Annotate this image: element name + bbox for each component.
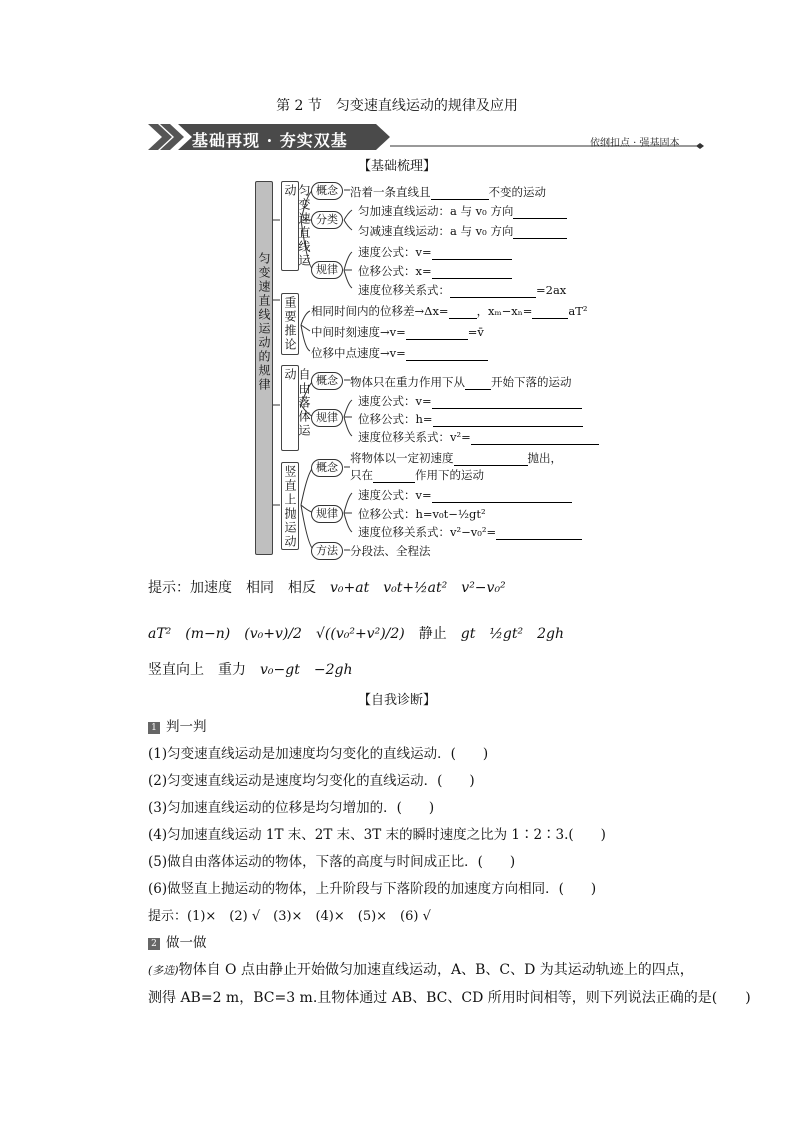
b3-law-3: 速度位移关系式：v²= [358, 429, 599, 445]
hint-line-2: aT² (m−n) (v₀+v)/2 √((v₀²+v²)/2) 静止 gt ½gt² 2gh [148, 626, 565, 642]
b4-method-text: 分段法、全程法 [350, 544, 431, 558]
b3-law-1: 速度公式：v= [358, 393, 582, 409]
judge-heading: 1 判一判 [148, 715, 207, 735]
pill-concept-2: 概念 [311, 372, 343, 390]
banner-label: 基础再现 · 夯实双基 [192, 131, 348, 150]
b1-law-2: 位移公式：x= [358, 263, 512, 279]
b4-law-1: 速度公式：v= [358, 487, 572, 503]
pill-method: 方法 [311, 542, 343, 560]
pill-law-1: 规律 [311, 261, 343, 279]
judge-item: (1)匀变速直线运动是加速度均匀变化的直线运动．( ) [148, 746, 489, 762]
b1-law-1: 速度公式：v= [358, 244, 512, 260]
exercise-heading: 2 做一做 [148, 931, 207, 951]
tree-root-label: 匀变速直线运动的规律 [257, 252, 271, 392]
exercise-number: 2 [148, 938, 160, 950]
exercise-line-2: 测得 AB=2 m，BC=3 m.且物体通过 AB、BC、CD 所用时间相等，则下列说法正确的是( ) [148, 990, 751, 1006]
exercise-line-1: (多选)物体自 O 点由静止开始做匀加速直线运动，A、B、C、D 为其运动轨迹上的四点， [148, 962, 694, 978]
branch-label-freefall: 自由落体运动 [283, 368, 311, 438]
branch-box-freefall [281, 365, 311, 451]
judge-answer: 提示：(1)× (2) √ (3)× (4)× (5)× (6) √ [148, 909, 431, 924]
hint-line-1: 提示：加速度 相同 相反 v₀+at v₀t+½at² v²−v₀² [148, 580, 506, 596]
b1-law-3: 速度位移关系式： =2ax [358, 283, 567, 297]
branch-label-uniform: 匀变速直线运动 [283, 184, 311, 268]
b1-concept-text: 沿着一条直线且 不变的运动 [350, 185, 546, 199]
b2-item-2: 中间时刻速度→v= =v̄ [311, 325, 484, 339]
b4-law-3: 速度位移关系式：v²−v₀²= [358, 524, 582, 540]
pill-concept-1: 概念 [311, 182, 343, 200]
b3-law-2: 位移公式：h= [358, 411, 583, 427]
judge-item: (3)匀加速直线运动的位移是均匀增加的．( ) [148, 800, 435, 816]
b2-item-1: 相同时间内的位移差→Δx= ，xₘ−xₙ= aT² [311, 304, 588, 318]
pill-law-2: 规律 [311, 409, 343, 427]
judge-item: (4)匀加速直线运动 1T 末、2T 末、3T 末的瞬时速度之比为 1∶2∶3.( ) [148, 827, 606, 843]
banner-right-text: 依纲扣点 · 强基固本 [590, 138, 680, 149]
section-heading-diagnosis: 【自我诊断】 [357, 693, 436, 708]
tree-root-box [255, 181, 273, 555]
section-heading-basics: 【基础梳理】 [357, 159, 436, 174]
branch-label-corollary: 重要推论 [283, 296, 297, 352]
page-title: 第 2 节 匀变速直线运动的规律及应用 [276, 98, 518, 114]
hint-line-3: 竖直向上 重力 v₀−gt −2gh [148, 662, 353, 678]
branch-box-vertical-throw [281, 462, 299, 550]
branch-box-uniform [281, 181, 311, 271]
pill-concept-3: 概念 [311, 459, 343, 477]
b2-item-3: 位移中点速度→v= [311, 345, 488, 361]
branch-box-corollary [281, 293, 299, 355]
judge-item: (5)做自由落体运动的物体，下落的高度与时间成正比．( ) [148, 854, 516, 870]
b4-concept-line2: 只在 作用下的运动 [350, 468, 484, 482]
b4-law-2: 位移公式：h=v₀t−½gt² [358, 507, 486, 521]
judge-number: 1 [148, 722, 160, 734]
b1-class-1: 匀加速直线运动：a 与 v₀ 方向 [358, 203, 567, 219]
judge-item: (6)做竖直上抛运动的物体，上升阶段与下落阶段的加速度方向相同．( ) [148, 881, 597, 897]
b1-class-2: 匀减速直线运动：a 与 v₀ 方向 [358, 223, 567, 239]
pill-class: 分类 [311, 211, 343, 229]
b3-concept-text: 物体只在重力作用下从 开始下落的运动 [350, 375, 572, 389]
pill-law-3: 规律 [311, 505, 343, 523]
judge-item: (2)匀变速直线运动是速度均匀变化的直线运动．( ) [148, 773, 475, 789]
branch-label-vertical-throw: 竖直上抛运动 [283, 465, 297, 549]
b4-concept-line1: 将物体以一定初速度 抛出， [350, 451, 562, 465]
